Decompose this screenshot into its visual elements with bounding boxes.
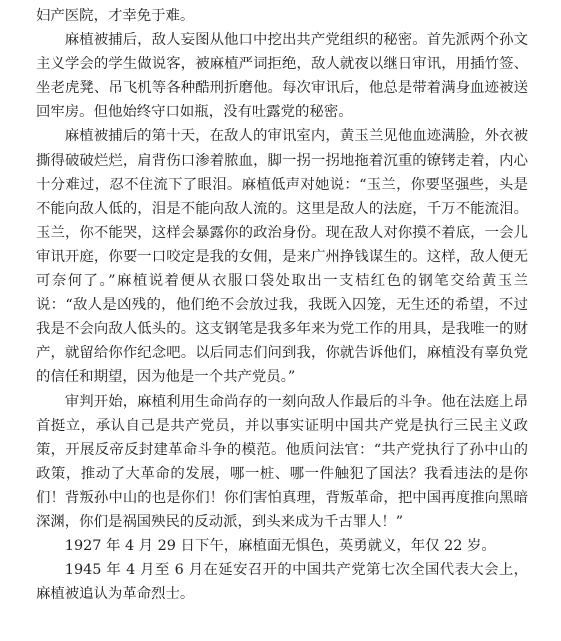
- paragraph-4: 审判开始，麻植利用生命尚存的一刻向敌人作最后的斗争。他在法庭上昂首挺立，承认自己是共产党员，并以事实证明中国共产党是执行三民主义政策，开展反帝反封建革命斗争的模范。他质问法官：“共产党执行了孙中山的政策，推动了大革命的发展，哪一桩、哪一件触犯了国法？我看违法的是你们！背叛孙中山的也是你们！你们害怕真理，背叛革命，把中国再度推向黑暗深渊，你们是祸国殃民的反动派，到头来成为千古罪人！”: [36, 393, 528, 530]
- paragraph-2: 麻植被捕后，敌人妄图从他口中挖出共产党组织的秘密。首先派两个孙文主义学会的学生做说客，被麻植严词拒绝，敌人就夜以继日审讯，用插竹签、坐老虎凳、吊飞机等各种酷刑折磨他。每次审讯后，他总是带着满身血迹被送回牢房。但他始终守口如瓶，没有吐露党的秘密。: [36, 32, 528, 121]
- paragraph-1: 妇产医院，才幸免于难。: [36, 8, 195, 24]
- paragraph-6: 1945 年 4 月至 6 月在延安召开的中国共产党第七次全国代表大会上，麻植被追认为革命烈士。: [36, 562, 528, 603]
- paragraph-3: 麻植被捕后的第十天，在敌人的审讯室内，黄玉兰见他血迹满脸，外衣被撕得破破烂烂，肩背伤口渗着脓血，脚一拐一拐地拖着沉重的镣铐走着，内心十分难过，忍不住流下了眼泪。麻植低声对她说：“玉兰，你要坚强些，头是不能向敌人低的，泪是不能向敌人流的。这里是敌人的法庭，千万不能流泪。玉兰，你不能哭，这样会暴露你的政治身份。现在敌人对你摸不着底，一会儿审讯开庭，你要一口咬定是我的女佣，是来广州挣钱谋生的。这样，敌人便无可奈何了。”麻植说着便从衣服口袋处取出一支桔红色的钢笔交给黄玉兰说：“敌人是凶残的，他们绝不会放过我，我既入囚笼，无生还的希望，不过我是不会向敌人低头的。这支钢笔是我多年来为党工作的用具，是我唯一的财产，就留给你作纪念吧。以后同志们问到我，你就告诉他们，麻植没有辜负党的信任和期望，因为他是一个共产党员。”: [36, 128, 528, 386]
- paragraph-5: 1927 年 4 月 29 日下午，麻植面无惧色，英勇就义，年仅 22 岁。: [64, 538, 496, 555]
- document-page: [36, 4, 528, 606]
